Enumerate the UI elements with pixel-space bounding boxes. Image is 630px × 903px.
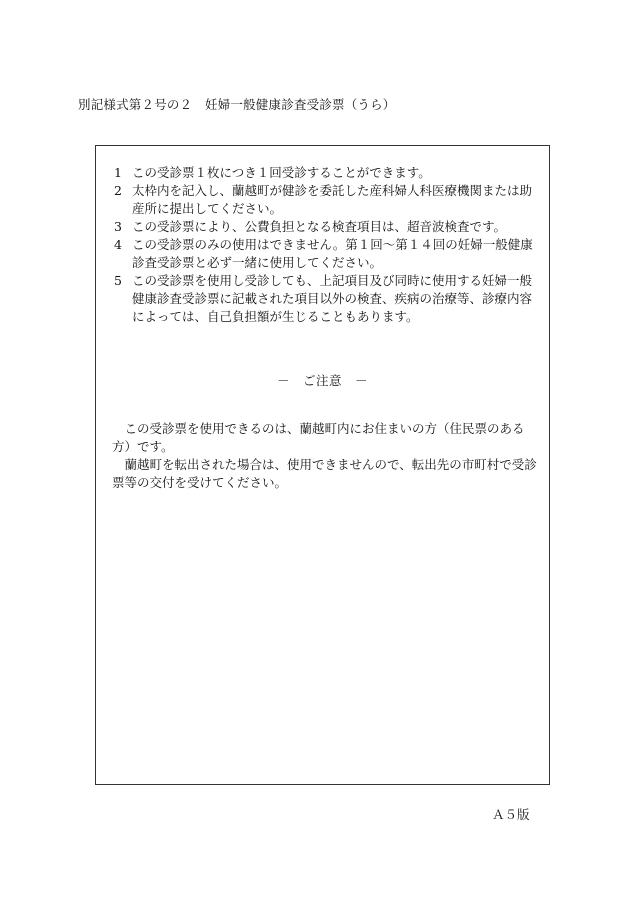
paper-size-label: Ａ５版 [492,807,530,822]
instruction-number: 3 [114,219,122,234]
instruction-number: 5 [114,273,122,288]
instruction-text: この受診票のみの使用はできません。第１回〜第１４回の妊婦一般健康診査受診票と必ず一緒に使用してください。 [132,237,533,270]
instruction-text: この受診票１枚につき１回受診することができます。 [132,165,431,180]
caution-paragraph: この受診票を使用できるのは、蘭越町内にお住まいの方（住民票のある方）です。 [112,421,525,454]
instruction-item [114,182,539,218]
instruction-text: 太枠内を記入し、蘭越町が健診を委託した産科婦人科医療機関または助産所に提出してください。 [132,183,533,216]
instruction-number: 1 [114,165,122,180]
instruction-number: 2 [114,183,122,198]
form-title: 別記様式第２号の２ 妊婦一般健康診査受診票（うら） [78,97,396,112]
instruction-text: この受診票により、公費負担となる検査項目は、超音波検査です。 [132,219,507,234]
instruction-item [114,218,539,236]
instruction-number: 4 [114,237,122,252]
caution-paragraph: 蘭越町を転出された場合は、使用できませんので、転出先の市町村で受診票等の交付を受けてください。 [112,457,537,490]
caution-body [112,420,538,492]
instructions-list [114,164,539,326]
instruction-item [114,164,539,182]
instruction-item [114,236,539,272]
instruction-item [114,272,539,326]
caution-heading: － ご注意 － [276,373,368,388]
instruction-text: この受診票を使用し受診しても、上記項目及び同時に使用する妊婦一般健康診査受診票に記載された項目以外の検査、疾病の治療等、診療内容によっては、自己負担額が生じることもあります。 [132,273,533,324]
notice-box [95,145,550,785]
